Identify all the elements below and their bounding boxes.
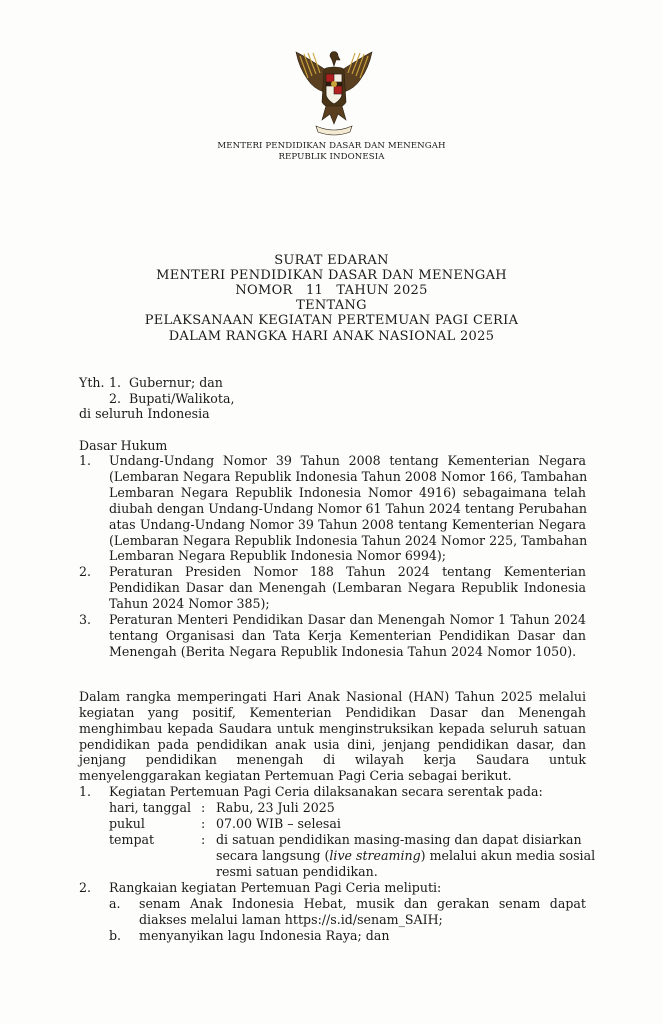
schedule-colon: : [201,816,206,831]
legal-item-3-line: Menengah (Berita Negara Republik Indonesia Tahun 2024 Nomor 1050). [109,644,577,659]
addressee-gubernur: Gubernur; dan [129,375,223,390]
place-text-a: secara langsung ( [216,848,330,863]
legal-item-1-number: 1. [79,453,92,468]
legal-item-2-line: Tahun 2024 Nomor 385); [109,596,270,611]
schedule-label-place: tempat [109,832,155,847]
intro-line: kegiatan yang positif, Kementerian Pendidikan Dasar dan Menengah [79,705,586,720]
legal-item-1-line: (Lembaran Negara Republik Indonesia Tahun 2008 Nomor 166, Tambahan [109,469,588,484]
nomor-value: 11 [305,283,324,298]
legal-item-1-line: Undang-Undang Nomor 39 Tahun 2008 tentang Kementerian Negara [109,453,586,468]
schedule-label-date: hari, tanggal [109,800,192,815]
title-subject-line2: DALAM RANGKA HARI ANAK NASIONAL 2025 [168,329,495,344]
schedule-value-time: 07.00 WIB – selesai [216,816,341,831]
legal-item-3-line: tentang Organisasi dan Tata Kerja Kementerian Pendidikan Dasar dan [109,628,586,643]
intro-line: menghimbau kepada Saudara untuk menginstruksikan kepada seluruh satuan [79,721,586,736]
intro-line: jenjang pendidikan menengah di wilayah kerja Saudara untuk [79,752,586,767]
subitem-a-line2: diakses melalui laman https://s.id/senam_SAIH; [139,912,443,927]
legal-item-2-number: 2. [79,564,92,579]
title-surat-edaran: SURAT EDARAN [274,253,389,268]
title-menteri: MENTERI PENDIDIKAN DASAR DAN MENENGAH [156,268,507,283]
legal-item-3-line: Peraturan Menteri Pendidikan Dasar dan Menengah Nomor 1 Tahun 2024 [109,612,586,627]
title-subject-line1: PELAKSANAAN KEGIATAN PERTEMUAN PAGI CERIA [144,313,519,328]
schedule-value-date: Rabu, 23 Juli 2025 [216,800,335,815]
point-2-text: Rangkaian kegiatan Pertemuan Pagi Ceria meliputi: [109,880,442,895]
title-tentang: TENTANG [296,298,367,313]
point-2-number: 2. [79,880,92,895]
subitem-b-letter: b. [109,928,122,943]
legal-item-2-line: Pendidikan Dasar dan Menengah (Lembaran Negara Republik Indonesia [109,580,586,595]
legal-item-1-line: diubah dengan Undang-Undang Nomor 61 Tahun 2024 tentang Perubahan [109,501,588,516]
intro-line: Dalam rangka memperingati Hari Anak Nasional (HAN) Tahun 2025 melalui [79,689,586,704]
schedule-colon: : [201,832,206,847]
legal-item-3-number: 3. [79,612,92,627]
addressee-num-1: 1. [109,375,122,390]
addressee-place: di seluruh Indonesia [79,406,210,421]
point-1-text: Kegiatan Pertemuan Pagi Ceria dilaksanakan secara serentak pada: [109,784,543,799]
addressee-num-2: 2. [109,391,122,406]
subitem-a-line1: senam Anak Indonesia Hebat, musik dan gerakan senam dapat [139,896,586,911]
schedule-label-time: pukul [109,816,145,831]
schedule-value-place-line3: resmi satuan pendidikan. [216,864,378,879]
tahun-label: TAHUN 2025 [336,283,428,298]
schedule-colon: : [201,800,206,815]
ministry-header-line1: MENTERI PENDIDIKAN DASAR DAN MENENGAH [217,141,446,151]
intro-line: menyelenggarakan kegiatan Pertemuan Pagi Ceria sebagai berikut. [79,768,512,783]
legal-item-1-line: atas Undang-Undang Nomor 39 Tahun 2008 tentang Kementerian Negara [109,517,586,532]
place-text-italic: live streaming [329,848,421,863]
legal-item-2-line: Peraturan Presiden Nomor 188 Tahun 2024 tentang Kementerian [109,564,586,579]
title-nomor [0,283,663,298]
legal-item-1-line: Lembaran Negara Republik Indonesia Nomor 4916) sebagaimana telah [109,485,586,500]
point-1-number: 1. [79,784,92,799]
garuda-emblem-icon [286,44,382,140]
ministry-header-line2: REPUBLIK INDONESIA [278,152,385,162]
subitem-a-letter: a. [109,896,121,911]
place-text-b: ) melalui akun media sosial [420,848,596,863]
addressee-bupati: Bupati/Walikota, [129,391,235,406]
legal-item-1-line: Lembaran Negara Republik Indonesia Nomor 6994); [109,548,447,563]
legal-item-1-line: (Lembaran Negara Republik Indonesia Tahun 2024 Nomor 225, Tambahan [109,533,588,548]
subitem-b-line1: menyanyikan lagu Indonesia Raya; dan [139,928,390,943]
nomor-label: NOMOR [235,283,293,298]
yth-label: Yth. [79,375,105,390]
intro-line: pendidikan pada pendidikan anak usia dini, jenjang pendidikan dasar, dan [79,737,586,752]
schedule-value-place: di satuan pendidikan masing-masing dan dapat disiarkan [216,832,582,847]
schedule-value-place-line2 [216,848,595,864]
legal-basis-heading: Dasar Hukum [79,438,168,453]
